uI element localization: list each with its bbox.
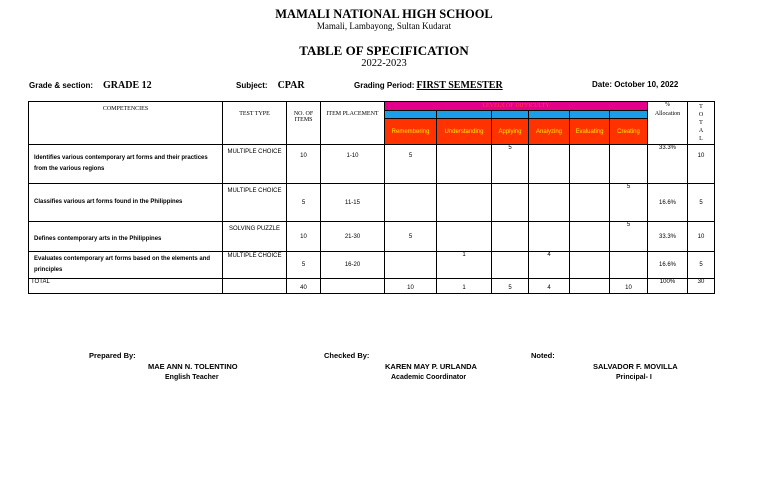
level-band: [492, 111, 529, 119]
header-levels-of-difficulty: LEVELS OF DIFFICULTY: [385, 102, 648, 111]
header-competencies: COMPETENCIES: [29, 102, 223, 145]
level-cell: [385, 184, 437, 222]
school-name: MAMALI NATIONAL HIGH SCHOOL: [275, 7, 493, 21]
level-cell: [529, 145, 570, 184]
level-cell: [492, 252, 529, 279]
header-test-type: TEST TYPE: [223, 102, 287, 145]
total-allocation-cell: 100%: [648, 279, 688, 294]
test-type-cell: MULTIPLE CHOICE: [223, 252, 287, 279]
header-percent: %: [665, 102, 671, 108]
level-band: [610, 111, 648, 119]
allocation-cell: 16.6%: [648, 184, 688, 222]
level-applying: Applying: [492, 119, 529, 145]
grading-period-field: [354, 80, 503, 91]
total-level-cell: 10: [385, 279, 437, 294]
test-type-cell: MULTIPLE CHOICE: [223, 184, 287, 222]
total-items-cell: 40: [287, 279, 321, 294]
period-label: Grading Period:: [354, 81, 415, 90]
level-understanding: Understanding: [437, 119, 492, 145]
empty-cell: [321, 279, 385, 294]
level-evaluating: Evaluating: [570, 119, 610, 145]
items-cell: 5: [287, 184, 321, 222]
document-title: TABLE OF SPECIFICATION: [299, 43, 469, 58]
level-cell: [437, 184, 492, 222]
header-total: [688, 102, 715, 145]
level-band: [570, 111, 610, 119]
placement-cell: 1-10: [321, 145, 385, 184]
test-type-cell: SOLVING PUZZLE: [223, 222, 287, 252]
table-row: [29, 222, 715, 252]
level-cell: [437, 145, 492, 184]
level-cell: [570, 222, 610, 252]
allocation-cell: 16.6%: [648, 252, 688, 279]
prepared-by-title: English Teacher: [165, 374, 219, 381]
level-cell: [492, 184, 529, 222]
date-field: [592, 80, 678, 89]
total-cell: 10: [688, 145, 715, 184]
level-cell: [529, 222, 570, 252]
level-cell: [492, 222, 529, 252]
school-year: 2022-2023: [361, 58, 407, 69]
empty-cell: [223, 279, 287, 294]
date-value: October 10, 2022: [614, 80, 679, 89]
school-address: Mamali, Lambayong, Sultan Kudarat: [316, 21, 452, 31]
placement-cell: 21-30: [321, 222, 385, 252]
competency-cell: Identifies various contemporary art forms and their practices from the various regions: [29, 145, 223, 184]
noted-label: Noted:: [531, 351, 555, 360]
allocation-cell: 33.3%: [648, 222, 688, 252]
checked-by-title: Academic Coordinator: [391, 374, 467, 381]
level-band: [529, 111, 570, 119]
allocation-cell: 33.3%: [648, 145, 688, 184]
noted-by-name: SALVADOR F. MOVILLA: [593, 362, 678, 371]
items-cell: 5: [287, 252, 321, 279]
competency-cell: Defines contemporary arts in the Philippines: [29, 222, 223, 252]
table-row: [29, 184, 715, 222]
period-value: FIRST SEMESTER: [416, 80, 503, 91]
total-level-cell: 1: [437, 279, 492, 294]
total-level-cell: [570, 279, 610, 294]
level-cell: [385, 252, 437, 279]
date-label: Date:: [592, 80, 613, 89]
total-level-cell: 5: [492, 279, 529, 294]
total-label: TOTAL: [29, 279, 223, 294]
grade-label: Grade & section:: [29, 81, 94, 90]
level-cell: 5: [610, 222, 648, 252]
table-row: [29, 252, 715, 279]
header-total-text: T O T A L: [698, 104, 704, 142]
header-no-of-items: NO. OF ITEMS: [287, 102, 321, 145]
specification-table: [28, 101, 715, 294]
level-cell: [570, 184, 610, 222]
competency-cell: Classifies various art forms found in the Philippines: [29, 184, 223, 222]
level-cell: [529, 184, 570, 222]
header-allocation-label: Allocation: [654, 111, 681, 117]
grade-value: GRADE 12: [103, 80, 152, 91]
checked-by-name: KAREN MAY P. URLANDA: [385, 362, 477, 371]
level-cell: [570, 252, 610, 279]
placement-cell: 11-15: [321, 184, 385, 222]
level-cell: 1: [437, 252, 492, 279]
header-allocation: [648, 102, 688, 145]
level-cell: 5: [385, 222, 437, 252]
test-type-cell: MULTIPLE CHOICE: [223, 145, 287, 184]
items-cell: 10: [287, 145, 321, 184]
subject-value: CPAR: [277, 80, 305, 91]
prepared-by-label: Prepared By:: [89, 351, 136, 360]
noted-by-title: Principal- I: [616, 374, 652, 381]
level-band: [437, 111, 492, 119]
subject-field: [236, 80, 305, 91]
checked-by-label: Checked By:: [324, 351, 370, 360]
total-level-cell: 10: [610, 279, 648, 294]
subject-label: Subject:: [236, 81, 268, 90]
totals-row: [29, 279, 715, 294]
level-cell: [610, 252, 648, 279]
level-cell: [570, 145, 610, 184]
placement-cell: 16-20: [321, 252, 385, 279]
total-cell: 5: [688, 184, 715, 222]
level-creating: Creating: [610, 119, 648, 145]
grade-section-field: [29, 80, 152, 91]
level-analyzing: Analyzing: [529, 119, 570, 145]
header-item-placement: ITEM PLACEMENT: [321, 102, 385, 145]
prepared-by-name: MAE ANN N. TOLENTINO: [148, 362, 238, 371]
table-row: [29, 145, 715, 184]
competency-cell: Evaluates contemporary art forms based on the elements and principles: [29, 252, 223, 279]
total-level-cell: 4: [529, 279, 570, 294]
level-cell: 5: [610, 184, 648, 222]
level-remembering: Remembering: [385, 119, 437, 145]
level-cell: [437, 222, 492, 252]
level-cell: 5: [385, 145, 437, 184]
total-cell: 10: [688, 222, 715, 252]
level-cell: [610, 145, 648, 184]
level-cell: 4: [529, 252, 570, 279]
items-cell: 10: [287, 222, 321, 252]
level-cell: 5: [492, 145, 529, 184]
total-cell: 5: [688, 252, 715, 279]
level-band: [385, 111, 437, 119]
grand-total-cell: 30: [688, 279, 715, 294]
